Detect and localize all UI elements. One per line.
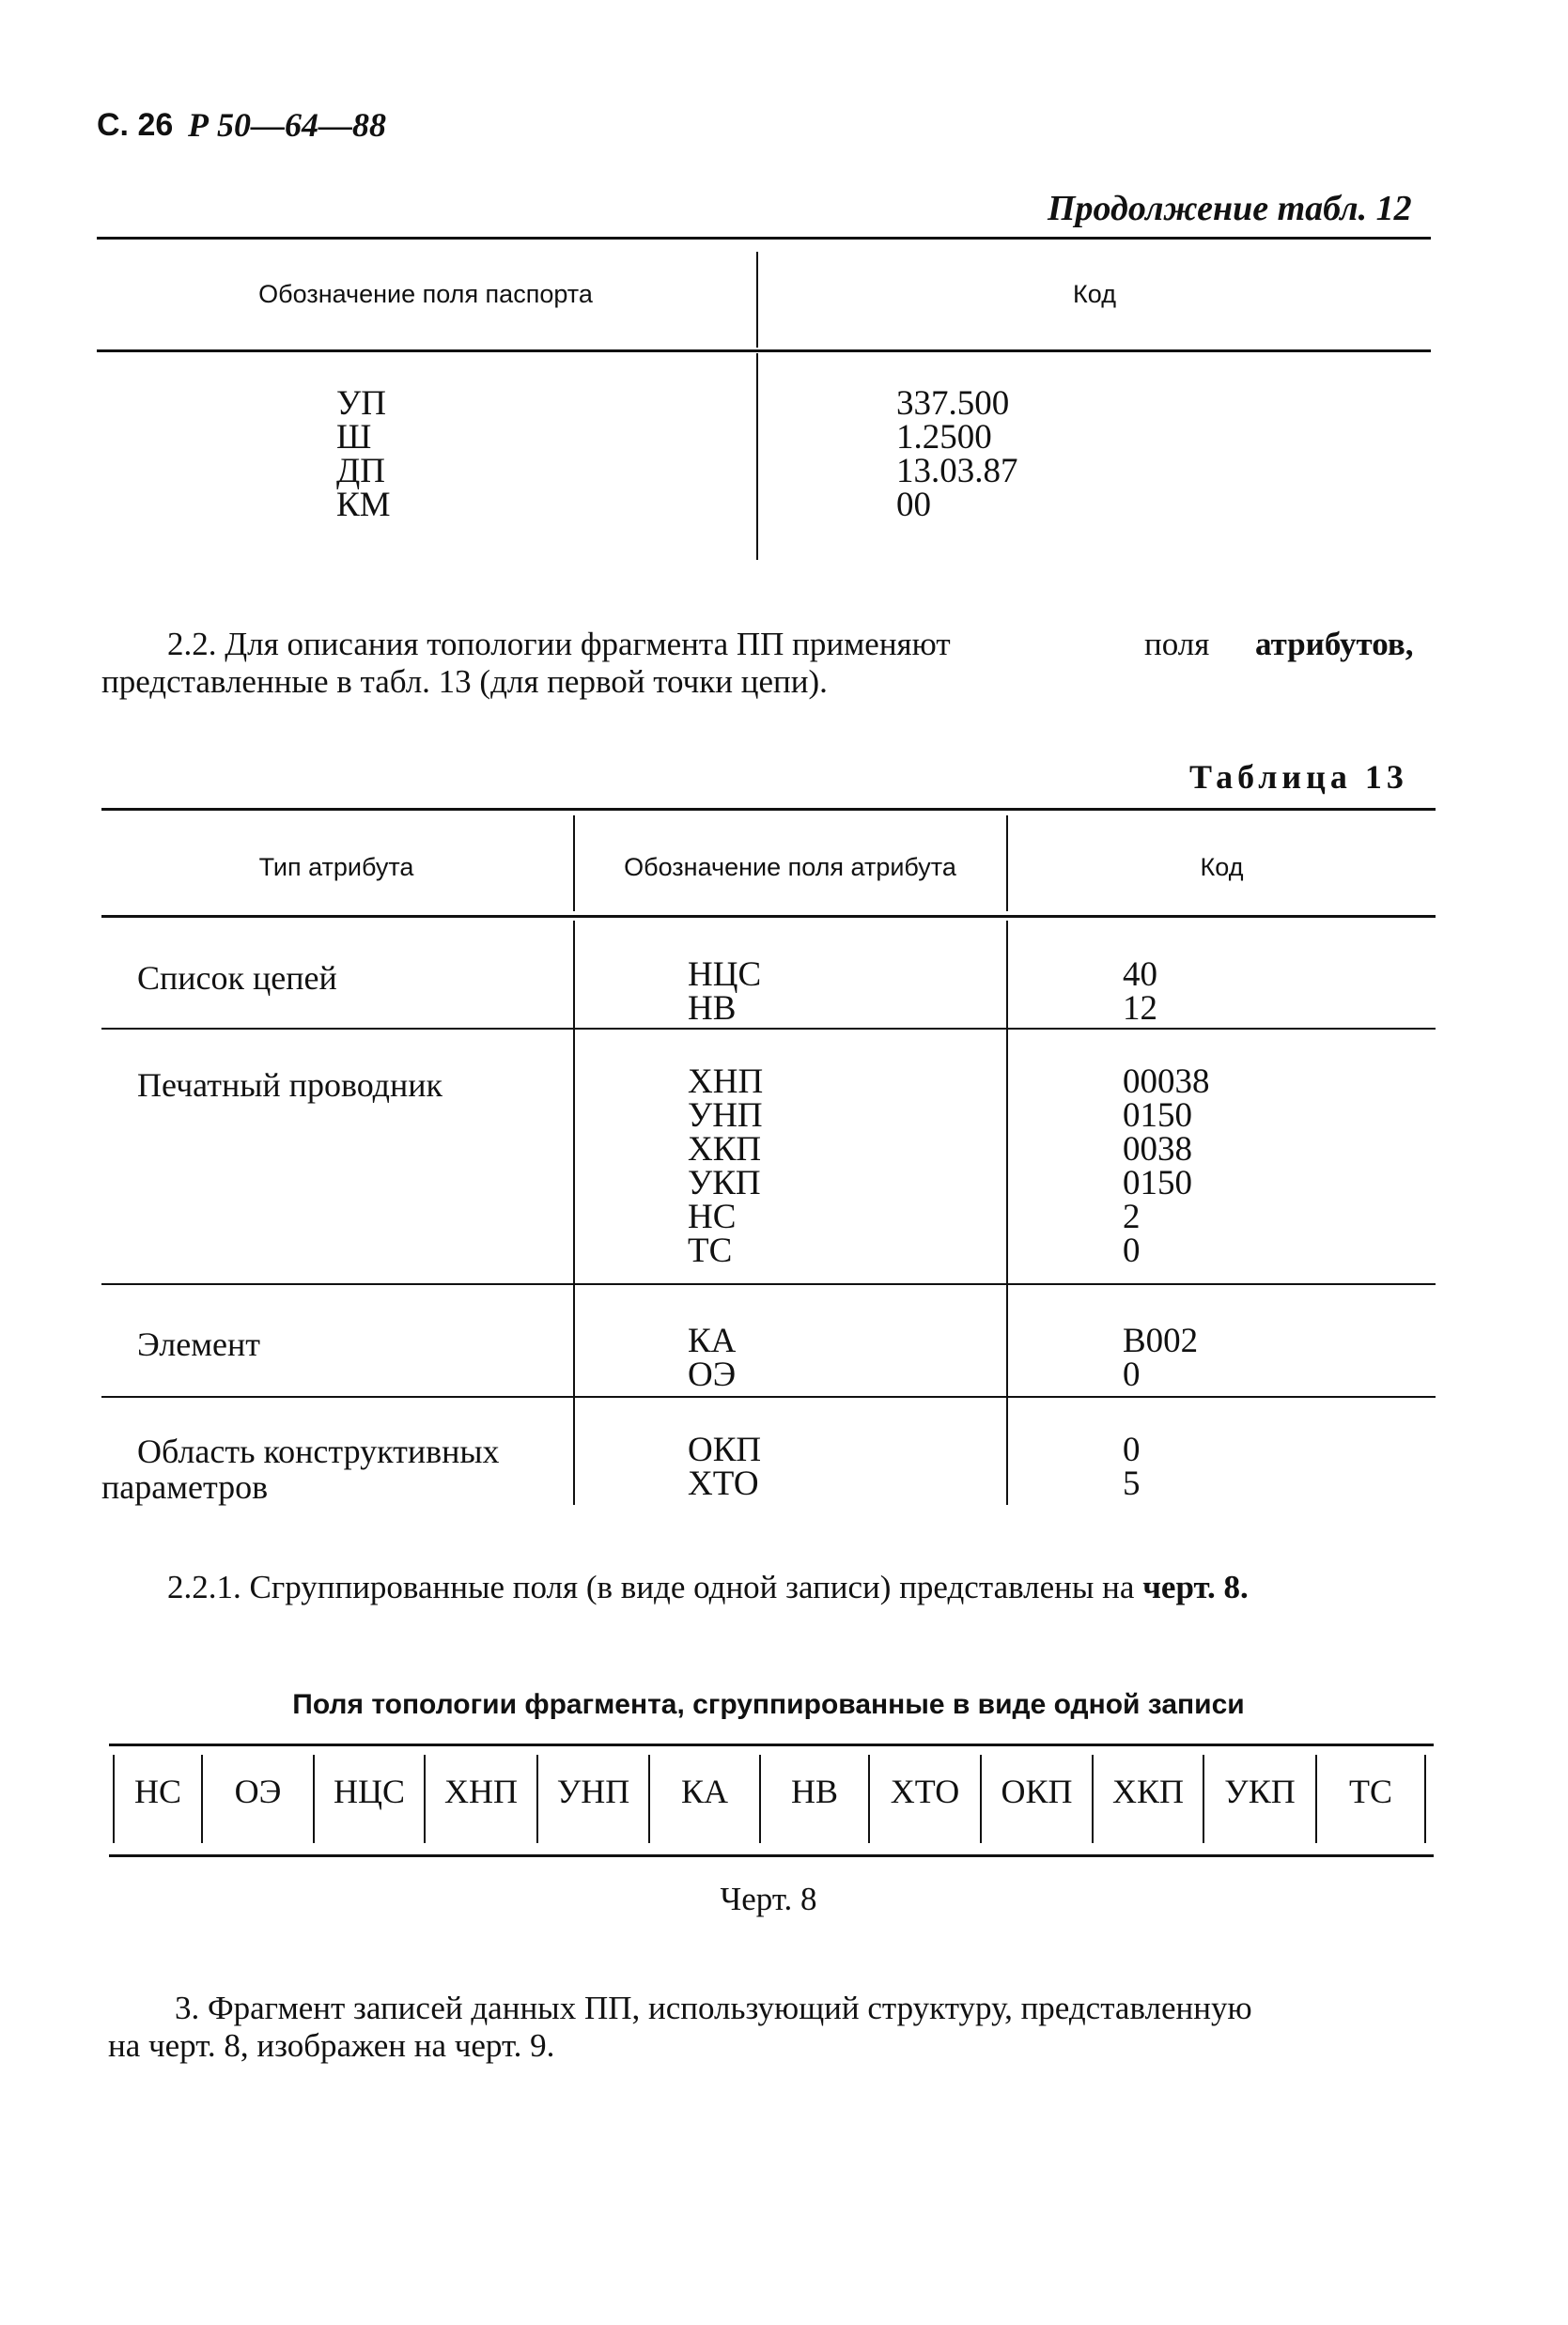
paragraph-2-2-line-1: 2.2. Для описания топологии фрагмента ПП применяют xyxy=(167,626,951,662)
table-cell: 0 xyxy=(1123,1356,1141,1394)
table-cell: 00038 xyxy=(1123,1062,1210,1101)
table-12-header-code: Код xyxy=(1073,280,1116,308)
table-cell: 2 xyxy=(1123,1198,1141,1236)
table-cell: В002 xyxy=(1123,1322,1199,1360)
table-13-header-field: Обозначение поля атрибута xyxy=(624,853,956,881)
table-cell: 1.2500 xyxy=(896,418,992,457)
table-13-codes-group-4 xyxy=(1123,1431,1141,1503)
table-cell: ХТО xyxy=(688,1465,759,1503)
paragraph-3-line-1: 3. Фрагмент записей данных ПП, использующий структуру, представленную xyxy=(175,1990,1252,2026)
table-cell: 0150 xyxy=(1123,1164,1192,1202)
table-cell: 00 xyxy=(896,486,931,524)
paragraph-2-2-1-bold: черт. 8. xyxy=(1142,1569,1249,1605)
table-cell: УНП xyxy=(688,1096,763,1135)
figure-8-field: ОКП xyxy=(1001,1773,1073,1810)
table-cell: НВ xyxy=(688,989,737,1028)
table-cell: ОЭ xyxy=(688,1356,737,1394)
table-cell: 0 xyxy=(1123,1431,1141,1469)
table-cell: 0038 xyxy=(1123,1130,1192,1169)
table-cell: НС xyxy=(688,1198,737,1236)
table-cell: УКП xyxy=(688,1164,761,1202)
table-cell: 337.500 xyxy=(896,384,1010,423)
table-13-type-element: Элемент xyxy=(137,1325,260,1363)
table-cell: ХКП xyxy=(688,1130,762,1169)
table-13-header-type: Тип атрибута xyxy=(258,853,414,881)
page-number: С. 26 xyxy=(97,107,174,143)
figure-8-field: НВ xyxy=(790,1773,838,1810)
figure-8-field: НЦС xyxy=(333,1773,405,1810)
table-cell: 0150 xyxy=(1123,1096,1192,1135)
table-cell: НЦС xyxy=(688,955,762,994)
paragraph-2-2-line-2: представленные в табл. 13 (для первой точки цепи). xyxy=(101,663,828,700)
table-13-codes-group-3 xyxy=(1123,1322,1199,1394)
figure-8-field: КА xyxy=(680,1773,728,1810)
figure-8-field: ТС xyxy=(1348,1773,1392,1810)
table-13-type-conductor: Печатный проводник xyxy=(137,1066,443,1104)
table-cell: Область конструктивных xyxy=(137,1433,500,1470)
table-13-type-design-area xyxy=(101,1434,500,1505)
table-cell: 12 xyxy=(1123,989,1157,1028)
document-number: Р 50—64—88 xyxy=(188,106,386,144)
figure-8-field: УКП xyxy=(1224,1773,1296,1810)
table-13-codes-group-2 xyxy=(1123,1062,1210,1270)
table-cell: КМ xyxy=(336,486,391,524)
table-cell: ТС xyxy=(688,1232,733,1270)
paragraph-2-2-bold-word: атрибутов, xyxy=(1255,626,1414,662)
table-13-codes-group-1 xyxy=(1123,955,1157,1028)
table-cell: 40 xyxy=(1123,955,1157,994)
table-cell: Ш xyxy=(336,418,372,457)
table-cell: 0 xyxy=(1123,1232,1141,1270)
table-13-fields-group-4 xyxy=(688,1431,762,1503)
paragraph-2-2-word: поля xyxy=(1144,626,1210,662)
figure-8-field: НС xyxy=(133,1773,181,1810)
figure-8-field: ХНП xyxy=(444,1773,518,1810)
table-12-code-column xyxy=(896,384,1018,524)
table-12-header-field: Обозначение поля паспорта xyxy=(258,280,593,308)
table-13-title: Таблица 13 xyxy=(1189,758,1408,796)
figure-8-field: ХТО xyxy=(890,1773,960,1810)
table-13-header-code: Код xyxy=(1200,853,1244,881)
table-12-field-column xyxy=(336,384,391,524)
table-13-fields-group-2 xyxy=(688,1062,764,1270)
figure-8-caption: Черт. 8 xyxy=(720,1881,817,1917)
table-cell: КА xyxy=(688,1322,737,1360)
paragraph-2-2-1-text: 2.2.1. Сгруппированные поля (в виде одной записи) представлены на xyxy=(167,1569,1135,1605)
figure-8-field: УНП xyxy=(556,1773,630,1810)
table-13-fields-group-3 xyxy=(688,1322,737,1394)
paragraph-3-line-2: на черт. 8, изображен на черт. 9. xyxy=(108,2027,555,2064)
table-13-type-list: Список цепей xyxy=(137,959,337,997)
table-13-fields-group-1 xyxy=(688,955,762,1028)
figure-8-field: ХКП xyxy=(1111,1773,1184,1810)
table-cell: параметров xyxy=(101,1468,269,1506)
figure-8-title: Поля топологии фрагмента, сгруппированные в виде одной записи xyxy=(292,1689,1245,1720)
table-cell: ХНП xyxy=(688,1062,764,1101)
figure-8-field: ОЭ xyxy=(234,1773,282,1810)
table-cell: 13.03.87 xyxy=(896,452,1018,490)
table-continuation-label: Продолжение табл. 12 xyxy=(1048,189,1412,228)
table-cell: 5 xyxy=(1123,1465,1141,1503)
table-cell: ОКП xyxy=(688,1431,762,1469)
table-cell: УП xyxy=(336,384,386,423)
table-cell: ДП xyxy=(336,452,385,490)
paragraph-2-2-1 xyxy=(167,1569,1249,1606)
